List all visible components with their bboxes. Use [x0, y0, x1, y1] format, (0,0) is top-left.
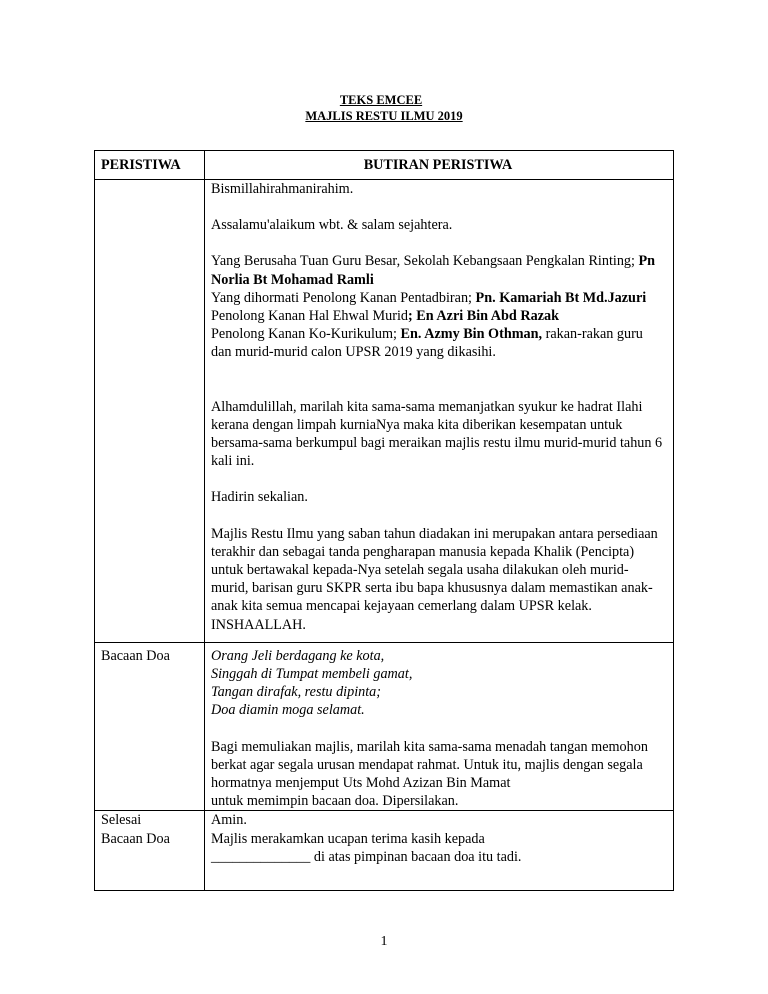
- name-pk-hem: ; En Azri Bin Abd Razak: [408, 308, 559, 325]
- details-cell: [205, 180, 674, 643]
- alhamdulillah-paragraph: Alhamdulillah, marilah kita sama-sama memanjatkan syukur ke hadrat Ilahi kerana dengan limpah kurniaNya maka kita diberikan kesempatan untuk bersama-sama berkumpul bagi meraikan majlis restu ilmu murid-murid tahun 6 kali ini.: [211, 398, 663, 470]
- terima-kasih-line: Majlis merakamkan ucapan terima kasih kepada: [211, 830, 485, 847]
- name-guru-besar: Pn Norlia Bt Mohamad Ramli: [211, 253, 656, 288]
- blank-name-line: ______________ di atas pimpinan bacaan doa itu tadi.: [211, 848, 522, 865]
- amin-line: Amin.: [211, 812, 247, 829]
- salam-line: Assalamu'alaikum wbt. & salam sejahtera.: [211, 217, 453, 234]
- page-number: 1: [380, 934, 388, 949]
- event-cell: Selesai Bacaan Doa: [95, 811, 205, 891]
- pantun-line: Tangan dirafak, restu dipinta;: [211, 684, 381, 701]
- bismillah-line: Bismillahirahmanirahim.: [211, 181, 354, 197]
- event-table: [94, 150, 674, 891]
- table-row: [95, 811, 674, 891]
- greeting-guru-besar: Yang Berusaha Tuan Guru Besar, Sekolah Kebangsaan Pengkalan Rinting; Pn Norlia Bt Mohamad Ramli: [211, 253, 656, 288]
- table-row: [95, 180, 674, 643]
- name-pk-pentadbiran: Pn. Kamariah Bt Md.Jazuri: [475, 289, 647, 306]
- pantun-line: Doa diamin moga selamat.: [211, 702, 365, 719]
- event-cell: [95, 180, 205, 643]
- column-header-event: PERISTIWA: [95, 151, 205, 180]
- doa-paragraph: Bagi memuliakan majlis, marilah kita sama-sama menadah tangan memohon berkat agar segala urusan mendapat rahmat. Untuk itu, majlis dengan segala hormatnya menjemput Uts Mohd Azizan Bin Mamat: [211, 738, 648, 792]
- table-row: [95, 642, 674, 811]
- greeting-pk-hem: Penolong Kanan Hal Ehwal Murid; En Azri Bin Abd Razak: [211, 308, 559, 325]
- majlis-paragraph: Majlis Restu Ilmu yang saban tahun diadakan ini merupakan antara persediaan terakhir dan sebagai tanda pengharapan manusia kepada Khalik (Pencipta) untuk bertawakal kepada-Nya setelah segala usaha dilakukan oleh murid-murid, barisan guru SKPR serta ibu bapa khususnya dalam memastikan anak-anak kita semua mencapai kejayaan cemerlang dalam UPSR kelak. INSHAALLAH.: [211, 525, 658, 633]
- table-header-row: [95, 151, 674, 180]
- column-header-details: BUTIRAN PERISTIWA: [205, 151, 674, 180]
- document-title: TEKS EMCEE: [339, 93, 423, 107]
- details-cell: [205, 642, 674, 811]
- pimpin-line: untuk memimpin bacaan doa. Dipersilakan.: [211, 793, 459, 810]
- details-cell: [205, 811, 674, 891]
- document-subtitle: MAJLIS RESTU ILMU 2019: [305, 109, 463, 123]
- document-header: [0, 92, 768, 124]
- greeting-pk-pentadbiran: Yang dihormati Penolong Kanan Pentadbiran; Pn. Kamariah Bt Md.Jazuri: [211, 289, 647, 306]
- pantun-line: Singgah di Tumpat membeli gamat,: [211, 666, 413, 683]
- event-cell: Bacaan Doa: [95, 642, 205, 811]
- pantun-line: Orang Jeli berdagang ke kota,: [211, 647, 385, 664]
- greeting-pk-kokurikulum: Penolong Kanan Ko-Kurikulum; En. Azmy Bin Othman, rakan-rakan guru dan murid-murid calon UPSR 2019 yang dikasihi.: [211, 326, 643, 361]
- name-pk-kokurikulum: En. Azmy Bin Othman,: [400, 326, 543, 343]
- hadirin-line: Hadirin sekalian.: [211, 489, 308, 506]
